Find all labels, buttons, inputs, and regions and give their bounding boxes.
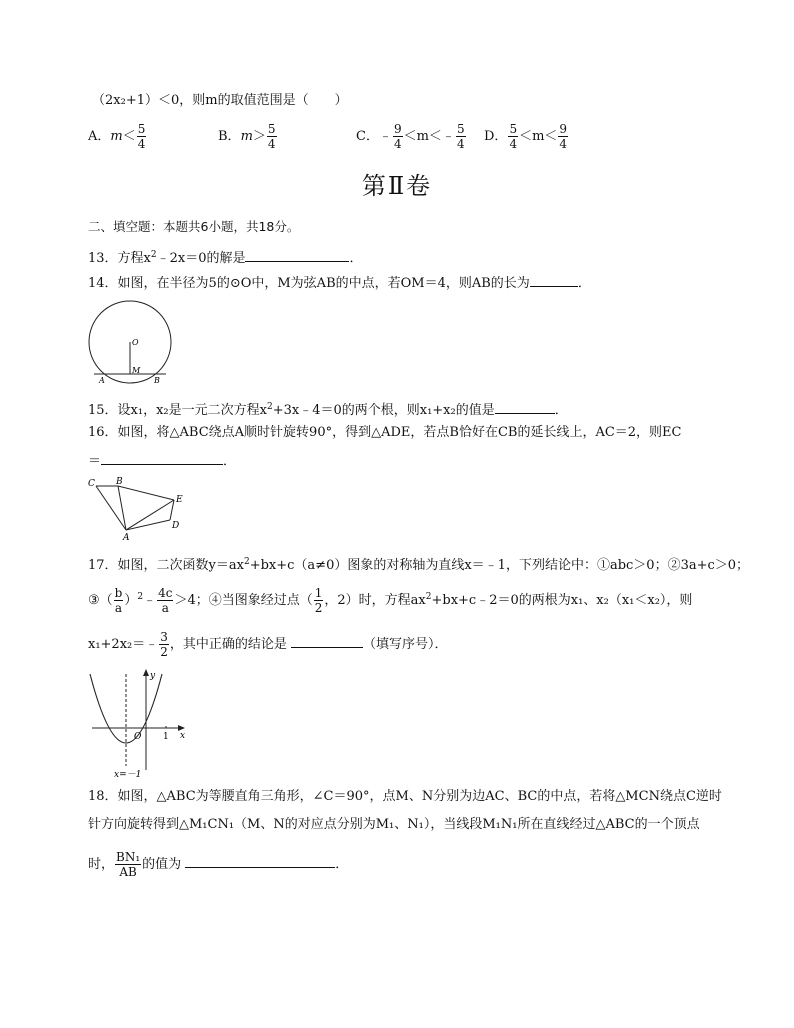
q17-line2-f: +bx+c﹣2＝0的两根为x₁、x₂（x₁＜x₂），则 <box>431 593 693 608</box>
q18-answer-blank[interactable] <box>185 855 335 868</box>
q16-figure <box>86 474 196 544</box>
q14-text: 14．如图，在半径为5的⊙O中，M为弦AB的中点，若OM＝4，则AB的长为 <box>88 276 530 291</box>
option-a-label: A． <box>88 129 111 144</box>
label-a: A <box>99 376 105 385</box>
label-b: B <box>154 376 160 385</box>
q18-line3-a: 时， <box>88 857 115 872</box>
q18-end: ． <box>335 857 349 872</box>
q15-answer-blank[interactable] <box>495 401 555 414</box>
q17-frac-4c-a: $\frac{4c}{a}$ <box>158 586 173 615</box>
q17-line2-d: ＞4；④当图象经过点（ <box>174 593 313 608</box>
q14-end: ． <box>577 276 591 291</box>
q17-line3-b: ，其中正确的结论是 <box>169 637 292 652</box>
option-b-label: B． <box>218 129 241 144</box>
q15-end: ． <box>554 403 568 418</box>
q15-text-b: +3x﹣4＝0的两个根，则x₁+x₂的值是 <box>272 403 495 418</box>
q17-line1 <box>88 553 749 575</box>
q14-figure <box>86 300 176 390</box>
label-y: y <box>150 671 156 681</box>
q16-line2-start: ＝ <box>88 454 102 469</box>
q18-line2: 针方向旋转得到△M₁CN₁（M、N的对应点分别为M₁、N₁），当线段M₁N₁所在直线经过△ABC的一个顶点 <box>88 817 700 832</box>
label-c: C <box>88 479 95 489</box>
q13 <box>88 246 363 268</box>
q16-line1: 16．如图，将△ABC绕点A顺时针旋转90°，得到△ADE，若点B恰好在CB的延长线上，AC＝2，则EC <box>88 425 682 440</box>
q15 <box>88 398 568 420</box>
q17-figure <box>84 666 194 781</box>
option-c-fraction-2: $\frac{5}{4}$ <box>456 122 465 151</box>
segment-be <box>118 486 174 500</box>
q17-answer-blank[interactable] <box>291 635 363 648</box>
q17-line1-b: +bx+c（a≠0）图象的对称轴为直线x＝﹣1，下列结论中：①abc＞0；②3a+c＞0； <box>249 558 750 573</box>
option-d-mid: ＜m＜ <box>519 129 558 144</box>
q17-line2-sup2: 2 <box>425 592 432 602</box>
q17-line2-b: ） <box>124 593 138 608</box>
q13-answer-blank[interactable] <box>245 249 349 262</box>
q12-stem <box>92 92 348 110</box>
q15-sup: 2 <box>266 402 273 412</box>
q17-line2-a: ③（ <box>88 593 113 608</box>
segment-ad <box>126 520 170 530</box>
q17-line2-c: ﹣ <box>143 593 157 608</box>
option-a-var: m <box>110 129 123 144</box>
option-d-fraction-2: $\frac{9}{4}$ <box>559 122 568 151</box>
q16-end: ． <box>223 454 237 469</box>
label-1: 1 <box>163 732 169 742</box>
volume-title: 第Ⅱ卷 <box>361 172 433 200</box>
q12-option-b <box>218 122 278 151</box>
segment-ae <box>126 500 174 530</box>
q14-answer-blank[interactable] <box>530 274 578 287</box>
q17-line1-sup: 2 <box>243 557 250 567</box>
q12-option-c: C．﹣ $\frac{9}{4}$ ＜m＜﹣ $\frac{5}{4}$ <box>356 122 465 151</box>
option-b-rel: ＞ <box>252 129 266 144</box>
q12-option-d <box>484 122 569 151</box>
option-c-fraction-1: $\frac{9}{4}$ <box>393 122 402 151</box>
q13-sup: 2 <box>150 250 157 260</box>
option-d-label: D． <box>484 129 508 144</box>
q13-text-a: 13．方程x <box>88 251 151 266</box>
q17-frac-3-2: $\frac{3}{2}$ <box>160 630 168 659</box>
q17-line1-a: 17．如图，二次函数y＝ax <box>88 558 244 573</box>
option-c-mid: ＜m＜ <box>403 129 442 144</box>
y-axis-arrow <box>143 669 149 676</box>
section-heading: 二、填空题：本题共6小题，共18分。 <box>88 219 300 234</box>
option-d-fraction-1: $\frac{5}{4}$ <box>509 122 518 151</box>
q13-text-b: ﹣2x＝0的解是 <box>156 251 246 266</box>
option-c-label: C． <box>356 129 379 144</box>
label-o: O <box>134 732 142 742</box>
q17-line3 <box>88 630 448 659</box>
label-e: E <box>176 495 183 505</box>
label-m: M <box>132 366 141 375</box>
q17-frac-b-a: $\frac{b}{a}$ <box>114 586 123 615</box>
q17-line3-c: （填写序号）． <box>363 637 448 652</box>
option-a-fraction: $\frac{5}{4}$ <box>137 122 146 151</box>
label-o: O <box>132 338 139 347</box>
q17-frac-1-2: $\frac{1}{2}$ <box>314 586 323 615</box>
label-a: A <box>123 533 130 543</box>
q12-stem-paren: （2x₂+1） <box>92 93 158 108</box>
q16-line2 <box>88 452 236 471</box>
option-a-rel: ＜ <box>122 129 136 144</box>
segment-ed <box>170 500 174 520</box>
q18-line3-b: 的值为 <box>142 857 186 872</box>
label-b: B <box>116 477 123 487</box>
label-d: D <box>172 521 180 531</box>
q18-line1: 18．如图，△ABC为等腰直角三角形，∠C＝90°，点M、N分别为边AC、BC的中点，若将△MCN绕点C逆时 <box>88 789 722 804</box>
q18-frac-bn1-ab: $\frac{\text{BN₁}}{AB}$ <box>116 850 141 879</box>
q13-end: ． <box>349 251 363 266</box>
q12-stem-text: ＜0，则m的取值范围是（ ） <box>157 93 348 108</box>
q17-line2-sup: 2 <box>137 592 144 602</box>
q16-answer-blank[interactable] <box>101 452 223 465</box>
q17-line2-e: ，2）时，方程ax <box>324 593 426 608</box>
label-axis: x=－1 <box>114 770 142 780</box>
q17-line3-a: x₁+2x₂＝﹣ <box>88 637 159 652</box>
q18-line3 <box>88 850 348 879</box>
q17-line2 <box>88 586 692 615</box>
option-b-var: m <box>240 129 253 144</box>
option-b-fraction: $\frac{5}{4}$ <box>267 122 276 151</box>
label-x: x <box>180 731 186 741</box>
q15-text-a: 15．设x₁，x₂是一元二次方程x <box>88 403 267 418</box>
q12-option-a <box>88 122 147 151</box>
q14 <box>88 274 591 293</box>
